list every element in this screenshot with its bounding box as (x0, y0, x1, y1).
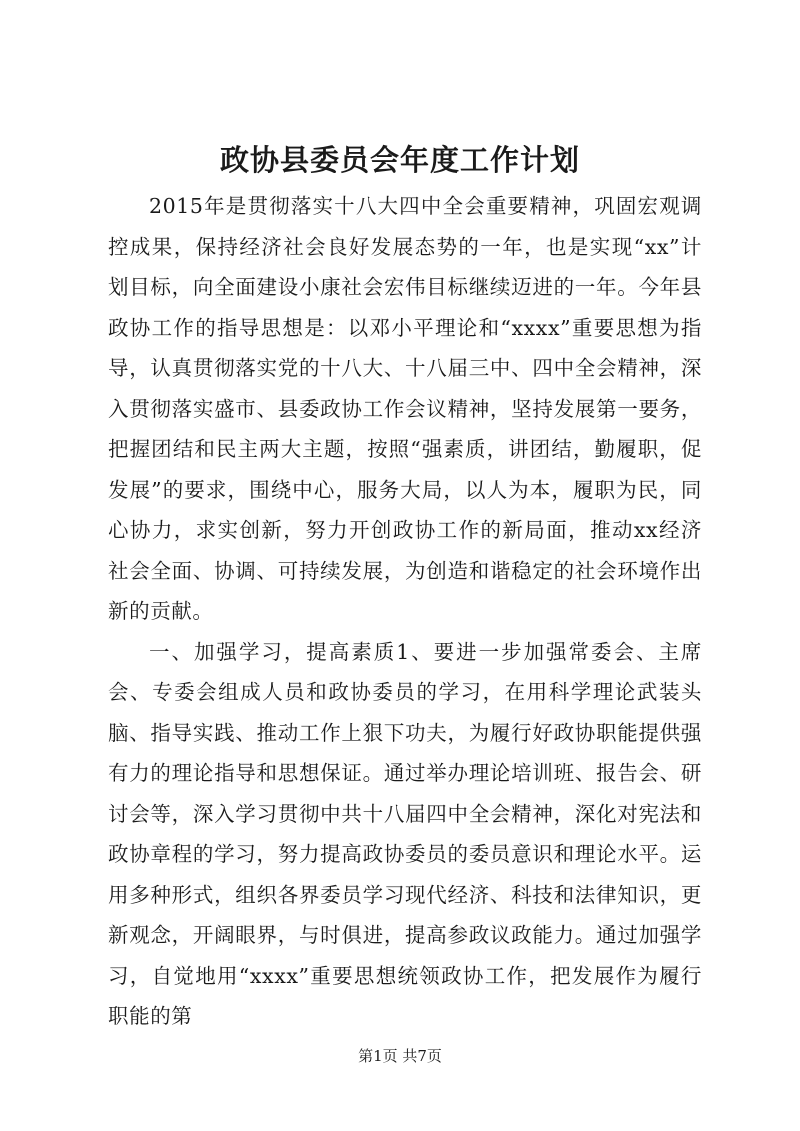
document-body (108, 186, 702, 1037)
paragraph-section-1: 一、加强学习，提高素质1、要进一步加强常委会、主席会、专委会组成人员和政协委员的学习，在用科学理论武装头脑、指导实践、推动工作上狠下功夫，为履行好政协职能提供强有力的理论指导和思想保证。通过举办理论培训班、报告会、研讨会等，深入学习贯彻中共十八届四中全会精神，深化对宪法和政协章程的学习，努力提高政协委员的委员意识和理论水平。运用多种形式，组织各界委员学习现代经济、科技和法律知识，更新观念，开阔眼界，与时俱进，提高参政议政能力。通过加强学习，自觉地用“xxxx”重要思想统领政协工作，把发展作为履行职能的第 (108, 639, 702, 1028)
paragraph-intro: 2015年是贯彻落实十八大四中全会重要精神，巩固宏观调控成果，保持经济社会良好发展态势的一年，也是实现“xx”计划目标，向全面建设小康社会宏伟目标继续迈进的一年。今年县政协工作的指导思想是：以邓小平理论和“xxxx”重要思想为指导，认真贯彻落实党的十八大、十八届三中、四中全会精神，深入贯彻落实盛市、县委政协工作会议精神，坚持发展第一要务，把握团结和民主两大主题，按照“强素质，讲团结，勤履职，促发展”的要求，围绕中心，服务大局，以人为本，履职为民，同心协力，求实创新，努力开创政协工作的新局面，推动xx经济社会全面、协调、可持续发展，为创造和谐稳定的社会环境作出新的贡献。 (108, 194, 702, 623)
document-title: 政协县委员会年度工作计划 (219, 143, 580, 177)
page-number-footer: 第1页 共7页 (358, 1047, 442, 1065)
